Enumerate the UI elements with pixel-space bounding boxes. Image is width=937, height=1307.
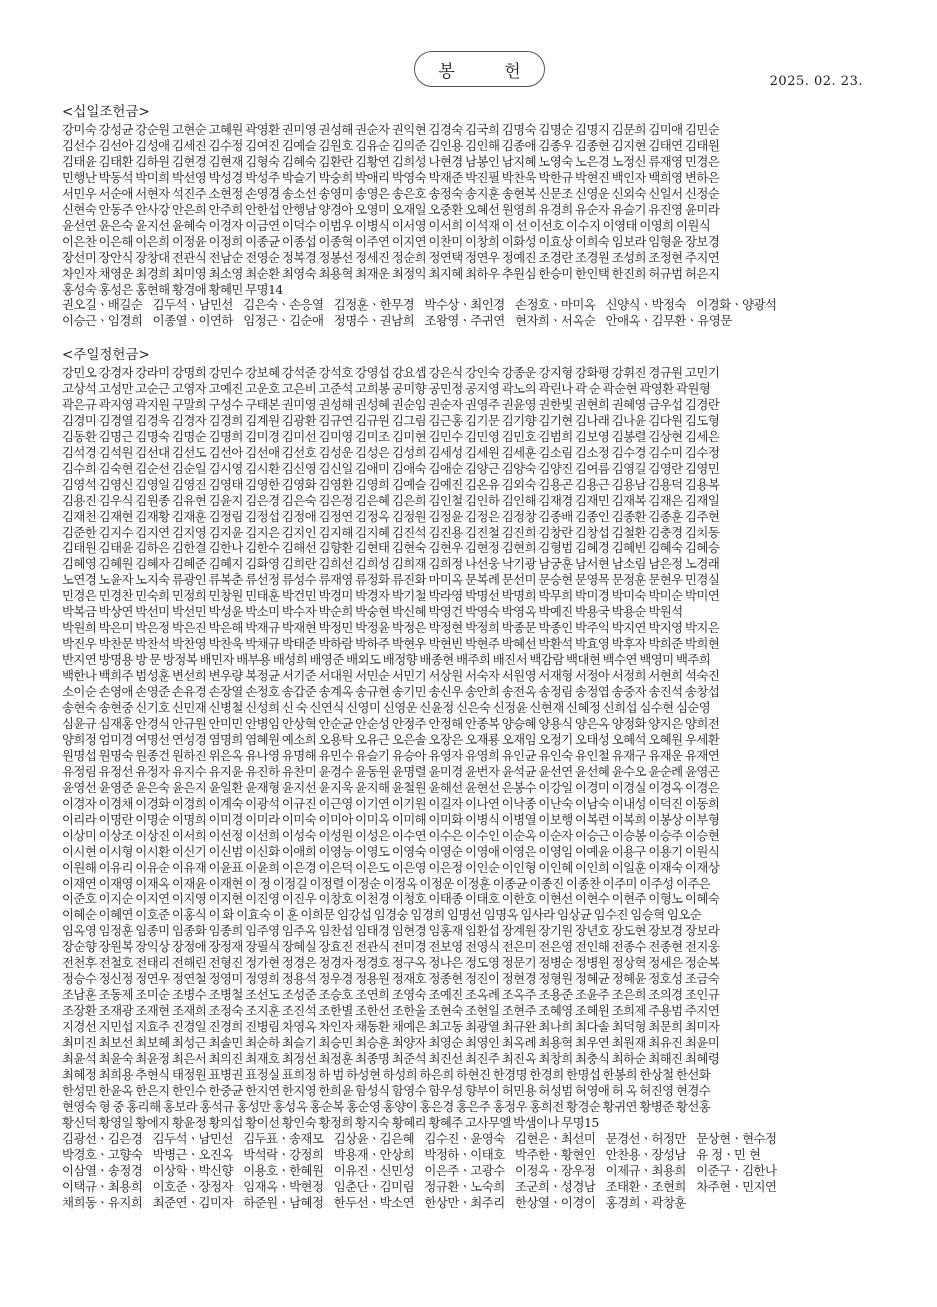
names-line: 박진우 박찬문 박찬석 박찬영 박찬욱 박채규 박태준 박하람 박하주 박현우 박현빈 박현주 박혜선 박환석 박효영 박후자 박희준 박희현 <box>62 636 720 652</box>
names-line: 장순향 장원복 장익상 장정애 장정재 장필식 장혜실 장효진 전관식 전미경 전보영 전영식 전은미 전은영 전인해 전종수 전종현 전지웅 <box>62 939 720 955</box>
names-line: 장선미 장안식 장창대 전관식 전남순 전영순 정복경 정봉선 정세진 정순희 정연택 정연우 정예진 조경란 조경원 조성희 조정현 주지연 <box>62 249 720 265</box>
names-line: 김재천 김재현 김재황 김재훈 김정림 김정섭 김정애 김정연 김정옥 김정원 김정윤 김정은 김정창 김종배 김종인 김종환 김종훈 김주현 <box>62 508 720 524</box>
names-line: 윤선연 윤은숙 윤지선 윤혜숙 이경자 이금연 이덕수 이범우 이병식 이서영 이서희 이석재 이 선 이선호 이수지 이영태 이영희 이원식 <box>62 217 711 233</box>
names-line: 현영숙 형 중 홍리해 홍보라 홍석규 홍성만 홍성옥 홍순복 홍순영 홍양이 홍은경 홍은주 홍정우 홍희전 황경순 황귀연 황병준 황선홍 <box>62 1098 711 1114</box>
names-line: 이경자 이경채 이경화 이경희 이계숙 이광석 이규진 이근영 이기연 이기원 이길자 이나연 이낙종 이난숙 이남숙 이내성 이덕진 이동희 <box>62 795 720 811</box>
names-line: 김선수 김선아 김성애 김세진 김수정 김여진 김예슬 김원호 김유순 김의준 김인용 김인해 김종애 김종우 김종현 김지현 김태연 김태원 <box>62 137 720 153</box>
names-line: 송현숙 송현중 신기호 신민재 신병철 신성희 신 숙 신연식 신영미 신영운 신윤정 신은숙 신정윤 신현재 신혜정 신희섭 심수현 심순영 <box>62 700 711 716</box>
names-line: 소이순 손영애 손영준 손유경 손장열 손정호 송갑준 송계옥 송규현 송기민 송신우 송안희 송전옥 송정림 송정엽 송중자 송진석 송창섭 <box>62 684 720 700</box>
couple-names-list <box>62 1131 882 1211</box>
names-line: 김태원 김태윤 김하은 김한결 김한나 김한수 김해선 김향환 김현태 김현숙 김현우 김현정 김현희 김형범 김혜경 김혜빈 김혜숙 김혜승 <box>62 540 720 556</box>
names-line: 이리라 이명란 이명순 이명희 이미경 이미라 이미숙 이미아 이미옥 이미해 이미화 이병식 이병열 이보행 이복련 이복희 이봉상 이부형 <box>62 811 720 827</box>
couple-names-line: 채희동ㆍ유지희 최준연ㆍ김미자 하준원ㆍ남혜정 한두선ㆍ박소연 한상만ㆍ최주리 한상열ㆍ이경이 홍경희ㆍ곽창훈 <box>62 1194 686 1210</box>
names-line: 서민우 서순애 서현자 석진주 소현정 손영경 송소선 송영미 송영은 송은호 송정숙 송지훈 송현복 신문조 신영운 신외숙 신일서 신정순 <box>62 185 720 201</box>
names-line: 김용진 김우식 김원종 김유현 김윤지 김은경 김은숙 김은정 김은혜 김은희 김인철 김인하 김인해 김재경 김재민 김재복 김재은 김재일 <box>62 492 720 508</box>
names-line: 김동환 김명근 김명숙 김명순 김명희 김미경 김미선 김미영 김미조 김미현 김민수 김민영 김민호 김범희 김보영 김봉렬 김상현 김세은 <box>62 428 720 444</box>
names-line: 조장환 조재광 조재현 조재희 조정숙 조지훈 조진석 조한별 조한선 조한울 조현숙 조현일 조현주 조혜영 조혜원 조희제 주용범 주지연 <box>62 1003 720 1019</box>
names-line: 양희정 엄미경 여명선 연성경 염명희 염혜원 예소희 오용탁 오유근 오은솔 오장은 오재룡 오재임 오정기 오태성 오혜석 오혜원 우세환 <box>62 731 720 747</box>
names-line: 박원희 박은미 박은정 박은진 박은해 박재규 박재현 박정민 박정윤 박정은 박정현 박정희 박종문 박종인 박주익 박지연 박지영 박지은 <box>62 620 720 636</box>
page-title: 봉 헌 <box>414 51 545 87</box>
names-line: 최혜정 최희용 추현식 태정원 표병권 표정실 표희정 하 범 하성현 하성희 하은희 하현진 한경명 한경희 한명섭 한봉희 한상철 한선화 <box>62 1066 711 1082</box>
couple-names-line: 이삼열ㆍ송정경 이상학ㆍ박신향 이용호ㆍ한혜원 이유진ㆍ신민성 이은주ㆍ고광수 이정옥ㆍ장우정 이제규ㆍ최용희 이준구ㆍ김한나 <box>62 1162 777 1178</box>
names-line: 김혜영 김혜원 김혜자 김혜준 김혜지 김화영 김희란 김희선 김희성 김희재 김희정 나선웅 낙기광 남궁훈 남서현 남소림 남은정 노경래 <box>62 556 720 572</box>
names-line: 이준호 이지순 이지연 이지영 이지현 이진영 이진우 이창호 이천경 이청호 이태종 이태호 이한호 이현선 이현수 이현주 이형노 이혜숙 <box>62 891 720 907</box>
names-line: 조남훈 조동제 조미순 조병수 조병철 조선도 조성준 조승호 조연희 조영숙 조예진 조옥례 조옥주 조용준 조윤주 조은희 조의경 조인규 <box>62 987 720 1003</box>
tithe-section <box>62 104 882 329</box>
names-line: 김경미 김경열 김경욱 김경자 김경희 김계원 김광환 김규연 김규원 김그림 김근홍 김기문 김기향 김기현 김나래 김나윤 김다원 김도형 <box>62 412 720 428</box>
names-line: 임옥영 임정훈 임종미 임종화 임종희 임주영 임주옥 임찬섭 임태경 임현경 임홍재 임환섭 장계원 장기원 장년호 장도현 장보경 장보라 <box>62 923 720 939</box>
section-heading: <십일조헌금> <box>62 104 150 120</box>
names-line: 김태윤 김태환 김하원 김현경 김현재 김형숙 김혜숙 김환란 김황연 김희성 나현경 남봉인 남지혜 노영숙 노은경 노정신 류재영 민경은 <box>62 153 720 169</box>
names-line: 곽은규 곽지영 곽지원 구말희 구성수 구태본 권미영 권성해 권성혜 권순임 권순자 권영주 권윤영 권한빛 권현희 권혜영 금우섭 김경란 <box>62 396 720 412</box>
sunday-offering-section <box>62 347 882 1211</box>
names-line: 고상석 고성만 고순근 고영자 고예진 고운호 고은비 고준석 고희봉 공미향 공민정 공지영 곽노의 곽린나 곽 순 곽순현 곽영환 곽원형 <box>62 380 711 396</box>
names-line: 심윤규 심재홍 안경식 안규원 안미민 안병임 안상혁 안순균 안순성 안정주 안정해 안종복 양승혜 양용식 양은옥 양정화 양지은 양희전 <box>62 715 720 731</box>
names-line: 백한나 백희주 범성훈 변선희 변우량 복정균 서기준 서대원 서민순 서민기 서상원 서숙자 서원영 서재형 서정아 서정희 서현희 석숙진 <box>62 668 720 684</box>
names-line: 지경선 지민섭 지효주 진경일 진경희 진병림 차영옥 차인자 채동환 채예은 최고동 최광열 최규완 최나희 최다솔 최덕형 최문희 최미자 <box>62 1019 720 1035</box>
names-line: 민경은 민경찬 민숙희 민정희 민창원 민태훈 박건민 박경미 박경자 박기철 박라영 박명선 박명희 박무희 박미경 박미숙 박미순 박미연 <box>62 588 720 604</box>
names-line: 윤영선 윤영준 윤은숙 윤은지 윤일환 윤재형 윤지선 윤지욱 윤지해 윤철원 윤해선 윤현선 은봉수 이강일 이경미 이경실 이경옥 이경은 <box>62 779 720 795</box>
names-line: 박복금 박상연 박선미 박선민 박성윤 박소미 박수자 박순희 박숭현 박신혜 박영건 박영숙 박영옥 박예진 박용국 박용순 박원석 <box>62 604 683 620</box>
names-line: 이은찬 이은해 이은희 이정윤 이정희 이종균 이종섭 이종혁 이주연 이지연 이찬미 이창희 이화성 이효상 이희숙 임보라 임형윤 장보경 <box>62 233 720 249</box>
names-line: 김석경 김석원 김선대 김선도 김선아 김선애 김선호 김성운 김성은 김성희 김세성 김세원 김세훈 김소림 김소정 김수경 김수미 김수정 <box>62 444 720 460</box>
names-line: 김준한 김지수 김지연 김지영 김지윤 김지은 김지인 김지해 김지혜 김진석 김진용 김진철 김진희 김창란 김창섭 김철환 김충경 김치동 <box>62 524 720 540</box>
names-line: 이상미 이상조 이상진 이서희 이선정 이선희 이성숙 이성원 이성은 이수연 이수은 이수인 이순옥 이순자 이승근 이승봉 이승주 이승현 <box>62 827 720 843</box>
names-line: 한성민 한윤옥 한은지 한인수 한중균 한지연 한지영 한희윤 함성식 함영수 함우성 향부이 허민용 허성범 허영애 허 옥 허진영 현경수 <box>62 1082 711 1098</box>
names-line: 민행난 박동석 박미희 박선영 박성경 박성주 박슬기 박숭희 박애리 박영숙 박재준 박진필 박찬욱 박한규 박현진 백인자 백희영 변하은 <box>62 169 720 185</box>
couple-names-line: 김광선ㆍ김은경 김두석ㆍ남민선 김두표ㆍ송재모 김상윤ㆍ김은혜 김수진ㆍ윤영숙 김현은ㆍ최선미 문경선ㆍ허정만 문상현ㆍ현수정 <box>62 1130 777 1146</box>
couple-names-list <box>62 297 882 329</box>
names-line: 이혜순 이혜연 이호준 이홍식 이 화 이효숙 이 훈 이희문 임강섭 임경숭 임경희 임명선 임명옥 임사라 임상균 임수진 임승혁 임오순 <box>62 907 702 923</box>
names-line: 정승수 정신정 정연우 정연철 정영미 정영희 정용석 정우경 정용원 정재호 정종현 정진이 정현경 정형원 정혜균 정혜윤 정호성 조금숙 <box>62 971 720 987</box>
names-line: 신현숙 안동주 안사강 안은희 안주희 안한섭 안행남 양경아 오영미 오재일 오중환 오혜선 원영희 유경희 유순자 유슬기 유진영 윤미라 <box>62 201 720 217</box>
names-line: 이시현 이시형 이시환 이신기 이신범 이신화 이애희 이영능 이영도 이영숙 이영순 이영애 이영은 이영임 이예윤 이용구 이용기 이원식 <box>62 843 720 859</box>
names-line: 홍성숙 홍성은 홍현해 황경애 황혜민 무명14 <box>62 281 283 297</box>
names-line: 강미숙 강성균 강순원 고현순 고혜원 곽영환 권미영 권성해 권순자 권익현 김경숙 김국희 김명숙 김명순 김명지 김문희 김미애 김민순 <box>62 122 720 137</box>
names-line: 김영석 김영신 김영일 김영진 김영태 김영한 김영화 김영환 김영희 김예슬 김예진 김온유 김외숙 김용곤 김용근 김용남 김용덕 김용복 <box>62 476 720 492</box>
names-line: 반지연 방명용 방 문 방정복 배민자 배부용 배성희 배영준 배외도 배정향 배종현 배주희 배진서 백감람 백대현 백수연 백영미 백주희 <box>62 652 711 668</box>
names-line: 강민오 강경자 강라미 강명희 강민수 강보혜 강석준 강석호 강영섭 강요셉 강은식 강인숙 강종운 강지형 강화평 강휘진 경규원 고민기 <box>62 365 720 380</box>
names-line: 최윤석 최윤숙 최윤정 최은서 최의진 최재호 최정선 최정훈 최종명 최준석 최진선 최진주 최진옥 최창희 최충식 최하순 최해진 최혜령 <box>62 1050 720 1066</box>
names-line: 유정림 유정선 유정자 유지수 유지윤 유진하 유찬미 윤경수 윤동원 윤명렬 윤미경 윤번자 윤석균 윤선연 윤선혜 윤수오 윤순례 윤영곤 <box>62 763 720 779</box>
couple-names-line: 이승근ㆍ임경희 이종열ㆍ이연하 임정근ㆍ김순애 정명수ㆍ권남희 조왕영ㆍ주귀연 현자희ㆍ서옥순 안애옥ㆍ김무환ㆍ유영문 <box>62 313 732 329</box>
names-line: 노연경 노윤자 노지숙 류광인 류복춘 류선정 류성수 류재영 류정화 류진화 마미옥 문복례 문선미 문승현 문영목 문정훈 문현우 민경실 <box>62 572 720 588</box>
names-list <box>62 365 882 1131</box>
section-heading: <주일정헌금> <box>62 347 150 363</box>
names-line: 원명섭 원명숙 원종건 원하진 위은옥 유나영 유명해 유민수 유슬기 유승아 유영자 유영희 유인균 유인숙 유인철 유재구 유재운 유재연 <box>62 747 720 763</box>
names-line: 전천후 전철호 전태리 전해린 전형진 정가현 정경은 정경자 정경호 정구옥 정나은 정도영 정문기 정병순 정병원 정상혁 정세은 정순복 <box>62 955 720 971</box>
page-date: 2025. 02. 23. <box>769 74 863 89</box>
names-list <box>62 122 882 297</box>
couple-names-line: 권오길ㆍ배길순 김두석ㆍ남민선 김은숙ㆍ손응열 김정훈ㆍ한무경 박수상ㆍ최인경 손정호ㆍ마미옥 신양식ㆍ박정숙 이경화ㆍ양광석 <box>62 297 777 313</box>
names-line: 김수희 김숙현 김순선 김순일 김시영 김시환 김신영 김신일 김애미 김애숙 김애순 김양근 김양숙 김양진 김여름 김영길 김영란 김영민 <box>62 460 720 476</box>
couple-names-line: 박경호ㆍ고향숙 박병근ㆍ오진옥 박석락ㆍ강정희 박용재ㆍ안상희 박정하ㆍ이태호 박주한ㆍ황현인 안찬용ㆍ장성남 유 정ㆍ민 현 <box>62 1146 761 1162</box>
names-line: 황신덕 황영일 황에지 황윤정 황의섭 황이선 황인숙 황정희 황지숙 황혜리 황혜주 고사무엘 박샘이나 무명15 <box>62 1114 599 1130</box>
names-line: 이원해 이유리 이유순 이유재 이윤표 이윤희 이은경 이은덕 이은도 이은영 이은정 이인순 이인형 이인혜 이인희 이일훈 이재숙 이재상 <box>62 859 720 875</box>
names-line: 이재연 이재영 이재옥 이재윤 이재현 이 정 이정길 이정렬 이정순 이정옥 이정운 이정훈 이종균 이종진 이종찬 이주미 이주성 이주은 <box>62 875 711 891</box>
names-line: 최미진 최보선 최보혜 최성근 최솔민 최순하 최슬기 최승민 최승훈 최양자 최영순 최영인 최옥례 최용혁 최우연 최원재 최유진 최윤미 <box>62 1035 720 1051</box>
names-line: 차인자 채영운 최경희 최미영 최소영 최순환 최영숙 최용혁 최재운 최정익 최지혜 최하우 추원심 한승미 한인택 한진희 허규범 허은지 <box>62 265 720 281</box>
couple-names-line: 이택규ㆍ최용희 이호준ㆍ장정자 임재옥ㆍ박현정 임춘단ㆍ김미림 정규환ㆍ노숙희 조군희ㆍ성경남 조태환ㆍ조현희 차주현ㆍ민지연 <box>62 1178 777 1194</box>
